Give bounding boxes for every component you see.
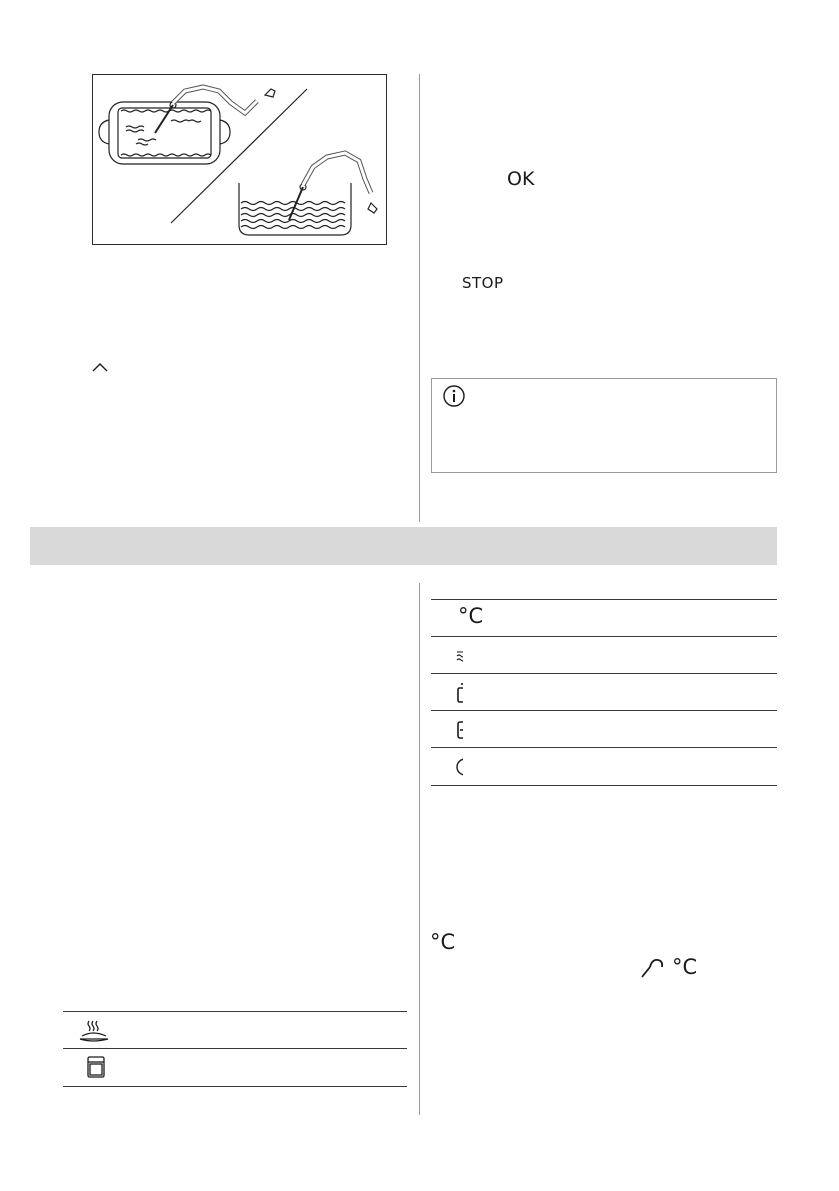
meat-probe-icon bbox=[636, 955, 698, 981]
duration-icon bbox=[431, 717, 463, 743]
table-row bbox=[431, 673, 777, 710]
meat-probe-icon-svg bbox=[636, 955, 670, 981]
celsius-icon: °C bbox=[458, 604, 484, 628]
table-row bbox=[431, 747, 777, 786]
table-row bbox=[431, 710, 777, 747]
steam-heating-icon bbox=[431, 643, 463, 669]
oven-icon bbox=[75, 1055, 115, 1081]
column-divider-top bbox=[419, 74, 420, 522]
meat-probe-illustration bbox=[92, 74, 387, 245]
chevron-up-icon-svg bbox=[92, 362, 108, 372]
info-box bbox=[431, 378, 777, 473]
chevron-up-icon bbox=[92, 357, 108, 367]
info-icon bbox=[442, 384, 466, 408]
clock-icon bbox=[431, 754, 463, 780]
timer-icon bbox=[431, 680, 463, 706]
celsius-icon: °C bbox=[430, 930, 456, 954]
info-icon-svg bbox=[442, 384, 466, 408]
keep-warm-dish-icon bbox=[75, 1018, 115, 1044]
right-icon-table bbox=[431, 599, 777, 786]
table-row bbox=[63, 1011, 407, 1048]
section-header-band bbox=[30, 527, 777, 565]
stop-button-label: STOP bbox=[462, 274, 504, 292]
left-icon-table bbox=[63, 1011, 407, 1087]
column-divider-bottom bbox=[419, 583, 420, 1115]
table-row bbox=[63, 1048, 407, 1087]
probe-celsius-label: °C bbox=[672, 955, 698, 979]
meat-probe-illustration-svg bbox=[93, 75, 386, 244]
table-row bbox=[431, 599, 777, 636]
ok-button-label: OK bbox=[507, 168, 535, 190]
table-row bbox=[431, 636, 777, 673]
